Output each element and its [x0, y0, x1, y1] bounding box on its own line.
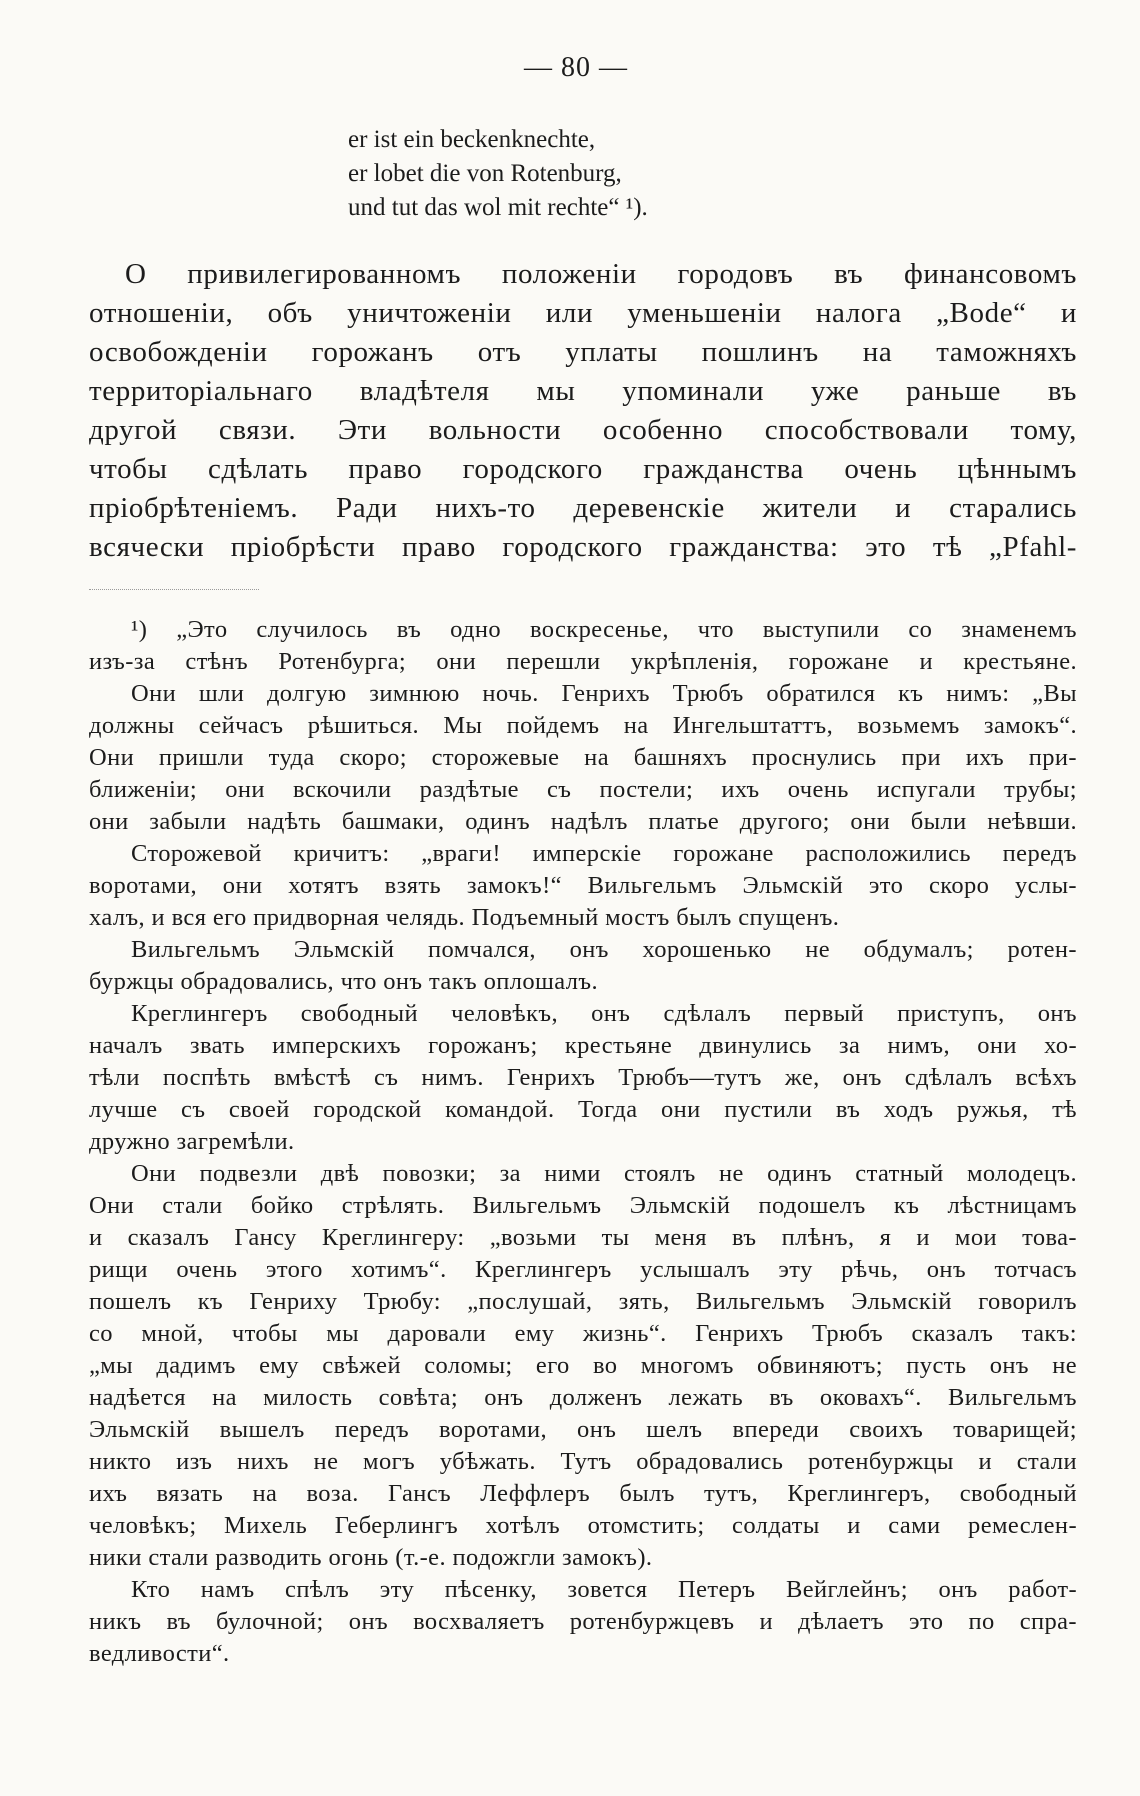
footnote-paragraph [89, 1158, 1077, 1574]
main-text-line: другой связи. Эти вольности особенно способствовали тому, [89, 414, 1077, 446]
footnote-paragraph [89, 998, 1077, 1158]
verse-line: er ist ein beckenknechte, [348, 126, 596, 153]
footnote-line: Креглингеръ свободный человѣкъ, онъ сдѣлалъ первый приступъ, онъ [131, 1000, 1077, 1027]
footnote-line: со мной, чтобы мы даровали ему жизнь“. Генрихъ Трюбъ сказалъ такъ: [89, 1320, 1077, 1347]
footnote-line: воротами, они хотятъ взять замокъ!“ Вильгельмъ Эльмскій это скоро услы- [89, 872, 1077, 899]
footnote-line: никъ въ булочной; онъ восхваляетъ ротенбуржцевъ и дѣлаетъ это по спра- [89, 1608, 1077, 1635]
footnote [89, 614, 1077, 1670]
footnote-separator [89, 589, 259, 590]
footnote-line: Они шли долгую зимнюю ночь. Генрихъ Трюбъ обратился къ нимъ: „Вы [131, 680, 1077, 707]
footnote-line: началъ звать имперскихъ горожанъ; крестьяне двинулись за нимъ, они хо- [89, 1032, 1077, 1059]
footnote-line: никто изъ нихъ не могъ убѣжать. Тутъ обрадовались ротенбуржцы и стали [89, 1448, 1077, 1475]
footnote-line: Они пришли туда скоро; сторожевые на башняхъ проснулись при ихъ при- [89, 744, 1077, 771]
footnote-line: ближеніи; они вскочили раздѣтые съ постели; ихъ очень испугали трубы; [89, 776, 1077, 803]
footnote-paragraph [89, 1574, 1077, 1670]
footnote-line: пошелъ къ Генриху Трюбу: „послушай, зять, Вильгельмъ Эльмскій говорилъ [89, 1288, 1077, 1315]
verse-line: und tut das wol mit rechte“ ¹). [348, 194, 648, 221]
footnote-line: ¹) „Это случилось въ одно воскресенье, что выступили со знаменемъ [131, 616, 1077, 643]
main-text-line: отношеніи, объ уничтоженіи или уменьшеніи налога „Bode“ и [89, 297, 1077, 329]
footnote-paragraph [89, 678, 1077, 838]
footnote-line: рищи очень этого хотимъ“. Креглингеръ услышалъ эту рѣчь, онъ тотчасъ [89, 1256, 1077, 1283]
main-paragraph [89, 255, 1077, 567]
footnote-line: тѣли поспѣть вмѣстѣ съ нимъ. Генрихъ Трюбъ—тутъ же, онъ сдѣлалъ всѣхъ [89, 1064, 1077, 1091]
footnote-paragraph [89, 838, 1077, 934]
footnote-line: халъ, и вся его придворная челядь. Подъемный мостъ былъ спущенъ. [89, 904, 840, 931]
footnote-line: ведливости“. [89, 1640, 230, 1667]
footnote-line: Вильгельмъ Эльмскій помчался, онъ хорошенько не обдумалъ; ротен- [131, 936, 1077, 963]
footnote-line: Эльмскій вышелъ передъ воротами, онъ шелъ впереди своихъ товарищей; [89, 1416, 1077, 1443]
verse-quote [348, 123, 868, 225]
main-text-line: чтобы сдѣлать право городского гражданства очень цѣннымъ [89, 453, 1077, 485]
main-text-line: освобожденіи горожанъ отъ уплаты пошлинъ на таможняхъ [89, 336, 1077, 368]
page-number: — 80 — [524, 52, 628, 83]
footnote-line: изъ-за стѣнъ Ротенбурга; они перешли укрѣпленія, горожане и крестьяне. [89, 648, 1077, 675]
footnote-line: человѣкъ; Михель Геберлингъ хотѣлъ отомстить; солдаты и сами ремеслен- [89, 1512, 1077, 1539]
footnote-line: должны сейчасъ рѣшиться. Мы пойдемъ на Ингельштаттъ, возьмемъ замокъ“. [89, 712, 1077, 739]
main-text-line: пріобрѣтеніемъ. Ради нихъ-то деревенскіе жители и старались [89, 492, 1077, 524]
footnote-line: ихъ вязать на воза. Гансъ Леффлеръ былъ тутъ, Креглингеръ, свободный [89, 1480, 1077, 1507]
footnote-line: лучше съ своей городской командой. Тогда они пустили въ ходъ ружья, тѣ [89, 1096, 1077, 1123]
main-text-line: всячески пріобрѣсти право городского гражданства: это тѣ „Pfahl- [89, 531, 1077, 563]
verse-line: er lobet die von Rotenburg, [348, 160, 622, 187]
footnote-line: надѣется на милость совѣта; онъ долженъ лежать въ оковахъ“. Вильгельмъ [89, 1384, 1077, 1411]
footnote-line: Сторожевой кричитъ: „враги! имперскіе горожане расположились передъ [131, 840, 1077, 867]
footnote-line: буржцы обрадовались, что онъ такъ оплошалъ. [89, 968, 599, 995]
footnote-line: ники стали разводить огонь (т.-е. подожгли замокъ). [89, 1544, 653, 1571]
footnote-paragraph [89, 614, 1077, 678]
main-text-line: О привилегированномъ положеніи городовъ въ финансовомъ [125, 258, 1077, 290]
footnote-line: дружно загремѣли. [89, 1128, 295, 1155]
main-text-line: территоріальнаго владѣтеля мы упоминали уже раньше въ [89, 375, 1077, 407]
footnote-line: и сказалъ Гансу Креглингеру: „возьми ты меня въ плѣнъ, я и мои това- [89, 1224, 1077, 1251]
footnote-paragraph [89, 934, 1077, 998]
footnote-line: Они подвезли двѣ повозки; за ними стоялъ не одинъ статный молодецъ. [131, 1160, 1077, 1187]
footnote-line: они забыли надѣть башмаки, одинъ надѣлъ платье другого; они были неѣвши. [89, 808, 1077, 835]
footnote-line: Кто намъ спѣлъ эту пѣсенку, зовется Петеръ Вейглейнъ; онъ работ- [131, 1576, 1077, 1603]
footnote-line: Они стали бойко стрѣлять. Вильгельмъ Эльмскій подошелъ къ лѣстницамъ [89, 1192, 1077, 1219]
footnote-line: „мы дадимъ ему свѣжей соломы; его во многомъ обвиняютъ; пусть онъ не [89, 1352, 1077, 1379]
